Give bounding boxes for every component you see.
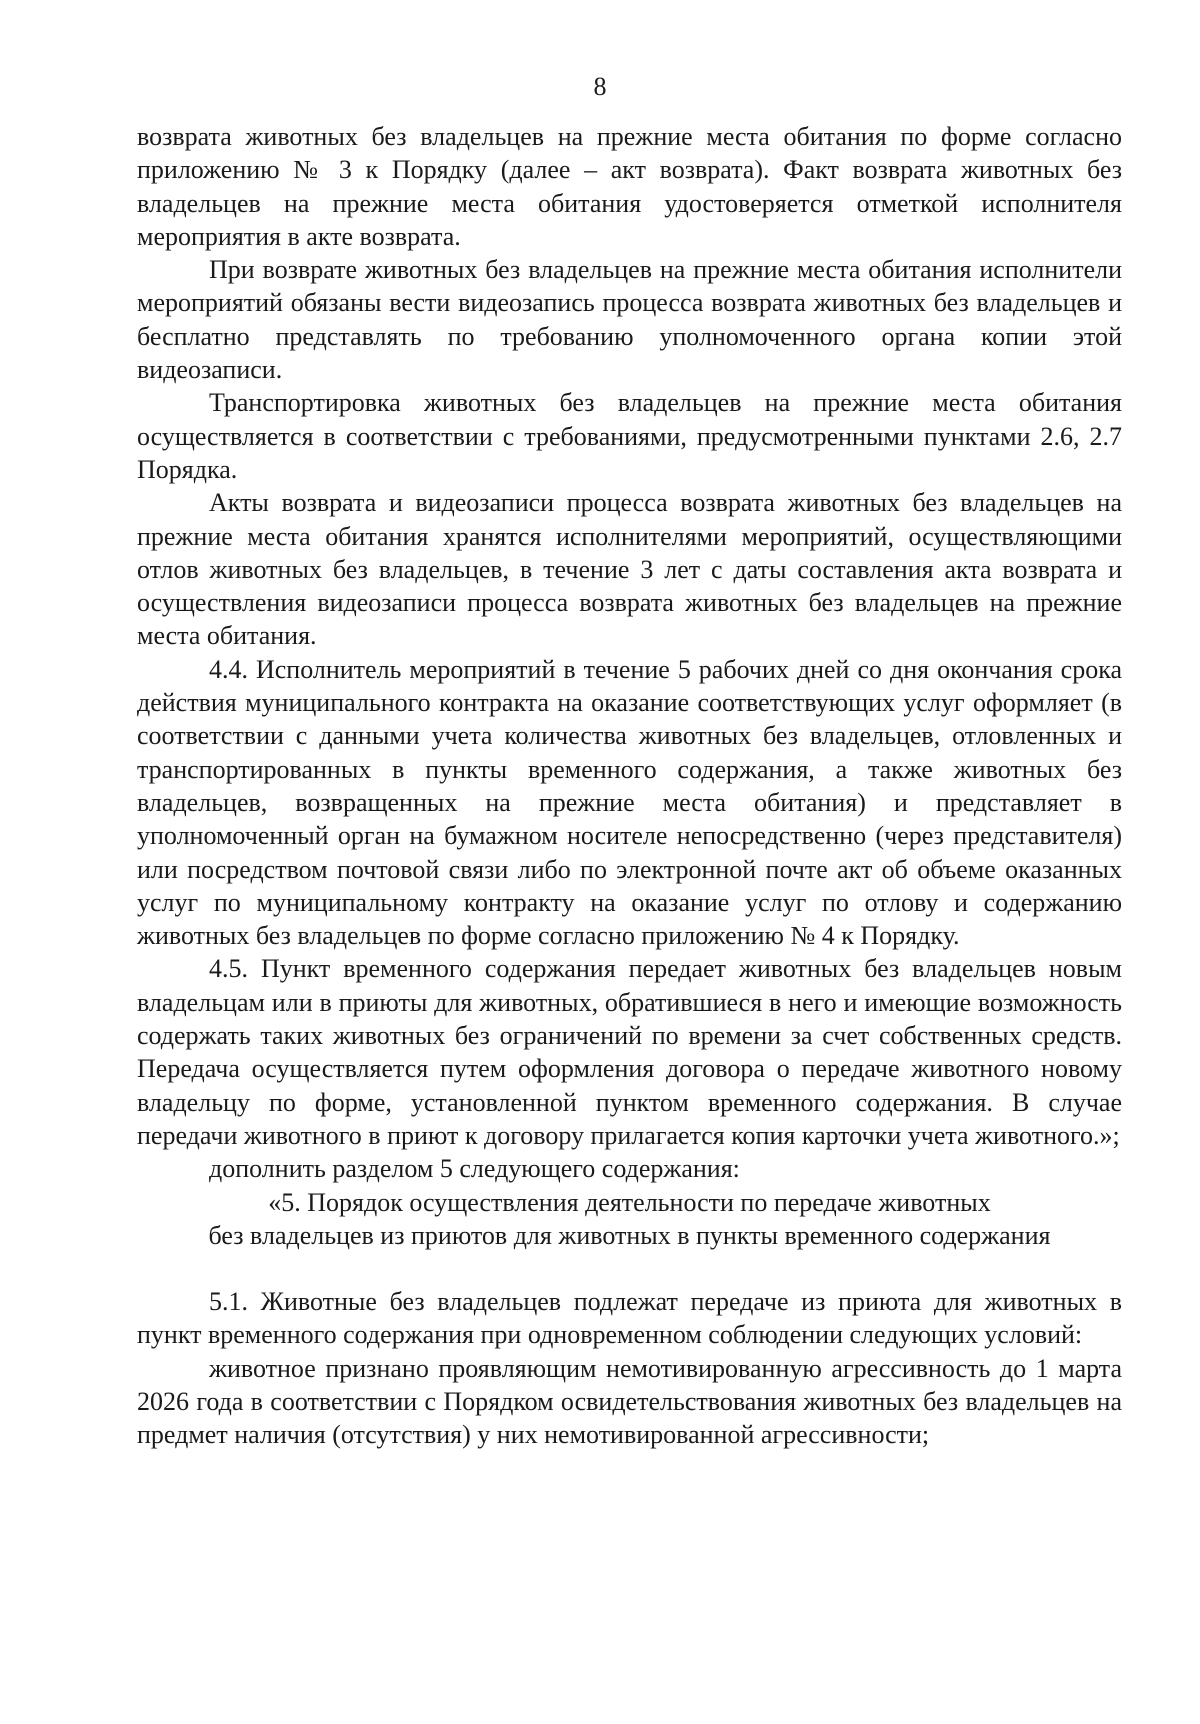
paragraph-4-5: 4.5. Пункт временного содержания передает животных без владельцев новым владельцам или в приюты для животных, обратившиеся в него и имеющие возможность содержать таких животных без ограничений по времени за счет собственных средств. Передача осуществляется путем оформления договора о передаче животного новому владельцу по форме, установленной пунктом временного содержания. В случае передачи животного в приют к договору прилагается копия карточки учета животного.»; <box>137 954 1122 1150</box>
paragraph-transportation: Транспортировка животных без владельцев на прежние места обитания осуществляется в соответствии с требованиями, предусмотренными пунктами 2.6, 2.7 Порядка. <box>137 388 1122 484</box>
section-5-heading-line-1: «5. Порядок осуществления деятельности по передаче животных <box>268 1187 991 1217</box>
blank-line <box>137 1252 1122 1285</box>
paragraph-storage-of-acts: Акты возврата и видеозаписи процесса возврата животных без владельцев на прежние места обитания хранятся исполнителями мероприятий, осуществляющими отлов животных без владельцев, в течение 3 лет с даты составления акта возврата и осуществления видеозаписи процесса возврата животных без владельцев на прежние места обитания. <box>137 488 1122 651</box>
section-5-heading-line-2: без владельцев из приютов для животных в пункты временного содержания <box>208 1220 1051 1250</box>
paragraph-condition-aggressiveness: животное признано проявляющим немотивированную агрессивность до 1 марта 2026 года в соответствии с Порядком освидетельствования животных без владельцев на предмет наличия (отсутствия) у них немотивированной агрессивности; <box>137 1353 1122 1450</box>
paragraph-video-recording: При возврате животных без владельцев на прежние места обитания исполнители мероприятий обязаны вести видеозапись процесса возврата животных без владельцев и бесплатно представлять по требованию уполномоченного органа копии этой видеозаписи. <box>137 255 1122 385</box>
paragraph-5-1: 5.1. Животные без владельцев подлежат передаче из приюта для животных в пункт временного содержания при одновременном соблюдении следующих условий: <box>137 1287 1122 1350</box>
paragraph-add-section-5: дополнить разделом 5 следующего содержания: <box>209 1154 740 1184</box>
paragraph-4-4: 4.4. Исполнитель мероприятий в течение 5 рабочих дней со дня окончания срока действия муниципального контракта на оказание соответствующих услуг оформляет (в соответствии с данными учета количества животных без владельцев, отловленных и транспортированных в пункты временного содержания, а также животных без владельцев, возвращенных на прежние места обитания) и представляет в уполномоченный орган на бумажном носителе непосредственно (через представителя) или посредством почтовой связи либо по электронной почте акт об объеме оказанных услуг по муниципальному контракту на оказание услуг по отлову и содержанию животных без владельцев по форме согласно приложению № 4 к Порядку. <box>137 654 1122 951</box>
page-number: 8 <box>593 72 607 101</box>
section-5-heading <box>137 1186 1122 1253</box>
document-body <box>137 120 1122 1452</box>
paragraph-return-act: возврата животных без владельцев на прежние места обитания по форме согласно приложению № 3 к Порядку (далее – акт возврата). Факт возврата животных без владельцев на прежние места обитания удостоверяется отметкой исполнителя мероприятия в акте возврата. <box>137 122 1122 251</box>
